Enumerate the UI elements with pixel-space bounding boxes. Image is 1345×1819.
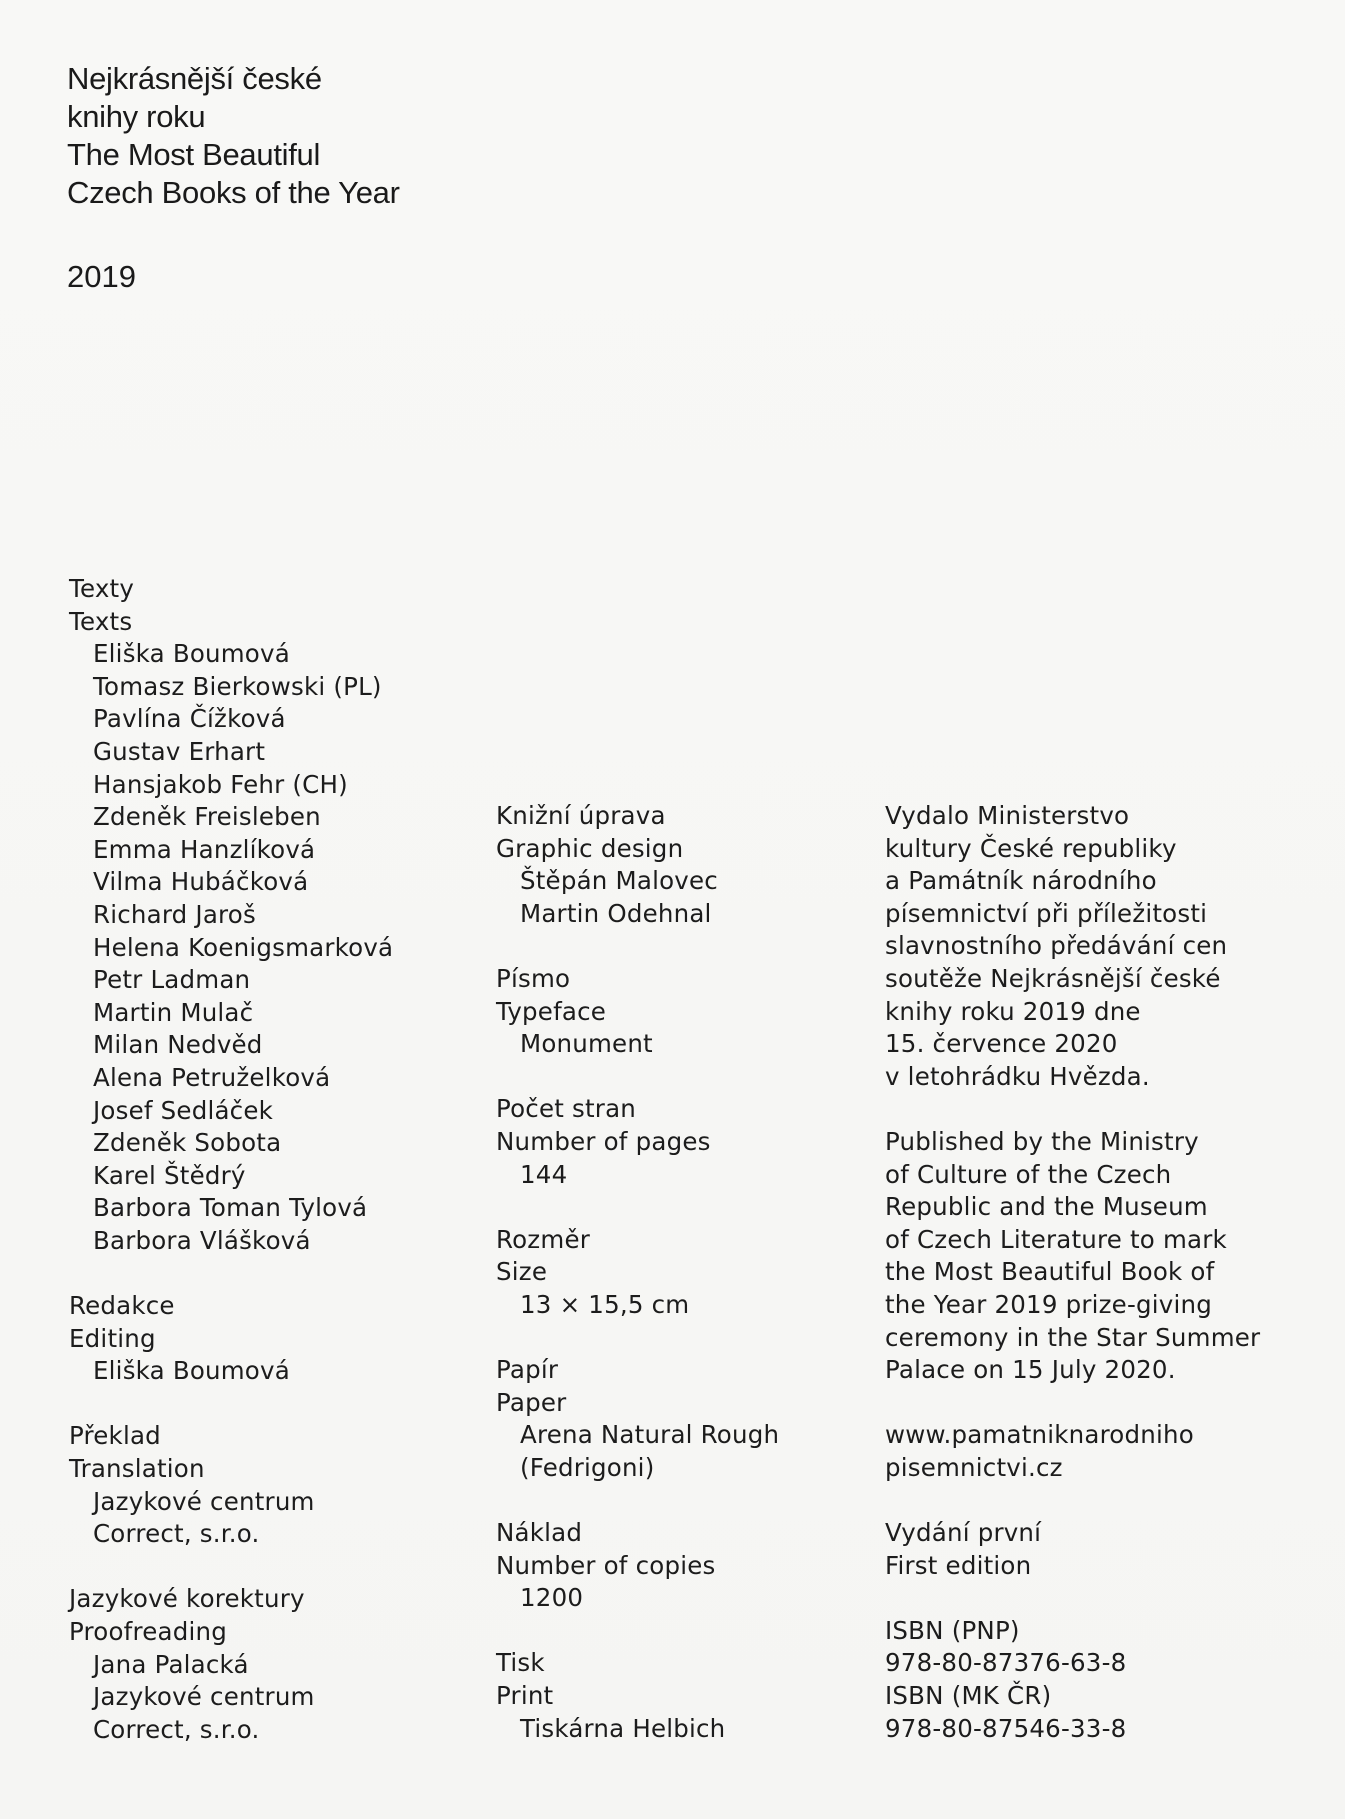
- author-name: Petr Ladman: [93, 965, 251, 995]
- texts-section: [69, 573, 393, 1257]
- author-name: Tomasz Bierkowski (PL): [93, 671, 382, 701]
- section-label-cs: Papír: [496, 1355, 559, 1385]
- author-name: Emma Hanzlíková: [93, 834, 316, 864]
- credits-right-column: [885, 800, 1260, 1778]
- publisher-line: Palace on 15 July 2020.: [885, 1355, 1176, 1385]
- title-line: Nejkrásnější české: [67, 61, 322, 96]
- design-section: [496, 800, 779, 930]
- author-name: Martin Mulač: [93, 997, 254, 1027]
- publisher-line: of Culture of the Czech: [885, 1159, 1172, 1189]
- edition: [885, 1517, 1260, 1582]
- section-label-cs: Rozměr: [496, 1224, 590, 1254]
- section-label-en: Size: [496, 1257, 548, 1287]
- section-label-cs: Tisk: [496, 1648, 545, 1678]
- proofreader-name: Jazykové centrum: [93, 1682, 315, 1712]
- section-label-cs: Texty: [69, 574, 135, 603]
- section-label-en: Print: [496, 1681, 554, 1711]
- author-name: Barbora Toman Tylová: [93, 1193, 368, 1223]
- publisher-line: Vydalo Ministerstvo: [885, 801, 1130, 830]
- publisher-line: the Year 2019 prize-giving: [885, 1289, 1212, 1319]
- publisher-line: Published by the Ministry: [885, 1126, 1199, 1156]
- section-label-cs: Překlad: [69, 1421, 161, 1451]
- paper-value: (Fedrigoni): [520, 1452, 655, 1482]
- title-line: The Most Beautiful: [67, 137, 321, 172]
- section-label-en: Typeface: [496, 996, 607, 1026]
- website-line: pisemnictvi.cz: [885, 1452, 1063, 1482]
- section-label-cs: Písmo: [496, 963, 571, 993]
- author-name: Richard Jaroš: [93, 899, 256, 929]
- printer-name: Tiskárna Helbich: [520, 1713, 726, 1743]
- paper-section: [496, 1354, 779, 1484]
- designer-name: Štěpán Malovec: [520, 866, 718, 896]
- edition-en: First edition: [885, 1550, 1032, 1580]
- author-name: Karel Štědrý: [93, 1160, 246, 1190]
- credits-middle-column: [496, 800, 779, 1778]
- author-name: Pavlína Čížková: [93, 704, 286, 734]
- translator-name: Jazykové centrum: [93, 1486, 315, 1516]
- designer-name: Martin Odehnal: [520, 898, 712, 928]
- publisher-line: knihy roku 2019 dne: [885, 996, 1141, 1026]
- publisher-line: the Most Beautiful Book of: [885, 1257, 1215, 1287]
- proofreader-name: Jana Palacká: [93, 1649, 249, 1679]
- isbn-number: 978-80-87546-33-8: [885, 1713, 1127, 1743]
- translation-section: [69, 1420, 393, 1550]
- size-value: 13 × 15,5 cm: [520, 1289, 690, 1319]
- publisher-line: slavnostního předávání cen: [885, 931, 1228, 961]
- proofreading-section: [69, 1583, 393, 1746]
- print-section: [496, 1647, 779, 1745]
- size-section: [496, 1224, 779, 1322]
- section-label-cs: Počet stran: [496, 1094, 637, 1124]
- section-label-cs: Náklad: [496, 1518, 583, 1548]
- author-name: Eliška Boumová: [93, 639, 290, 669]
- publisher-note-cs: [885, 800, 1260, 1093]
- section-label-cs: Jazykové korektury: [69, 1584, 305, 1614]
- author-name: Vilma Hubáčková: [93, 867, 309, 897]
- publisher-line: písemnictví při příležitosti: [885, 898, 1208, 928]
- publisher-line: soutěže Nejkrásnější české: [885, 963, 1221, 993]
- section-label-en: Proofreading: [69, 1617, 227, 1646]
- pages-value: 144: [520, 1159, 568, 1189]
- author-name: Helena Koenigsmarková: [93, 932, 394, 962]
- isbn-label: ISBN (MK ČR): [885, 1681, 1052, 1711]
- section-label-en: Number of copies: [496, 1550, 716, 1580]
- publisher-line: kultury České republiky: [885, 833, 1177, 863]
- section-label-en: Texts: [69, 606, 133, 636]
- website-line: www.pamatniknarodniho: [885, 1420, 1194, 1450]
- section-label-en: Editing: [69, 1323, 156, 1353]
- section-label-en: Translation: [69, 1454, 205, 1484]
- title-line: knihy roku: [67, 99, 206, 134]
- section-label-en: Paper: [496, 1387, 567, 1417]
- publisher-line: v letohrádku Hvězda.: [885, 1061, 1150, 1091]
- author-name: Zdeněk Freisleben: [93, 802, 321, 832]
- publisher-line: 15. července 2020: [885, 1029, 1118, 1059]
- website: [885, 1419, 1260, 1484]
- section-label-cs: Redakce: [69, 1291, 175, 1321]
- book-title: [67, 60, 400, 212]
- title-line: Czech Books of the Year: [67, 175, 400, 210]
- translator-name: Correct, s.r.o.: [93, 1519, 260, 1549]
- author-name: Hansjakob Fehr (CH): [93, 769, 348, 799]
- publisher-line: ceremony in the Star Summer: [885, 1322, 1261, 1352]
- author-name: Gustav Erhart: [93, 736, 266, 766]
- author-name: Milan Nedvěd: [93, 1030, 263, 1060]
- isbn-block: [885, 1615, 1260, 1745]
- typeface-section: [496, 963, 779, 1061]
- isbn-number: 978-80-87376-63-8: [885, 1648, 1127, 1678]
- pages-section: [496, 1093, 779, 1191]
- isbn-label: ISBN (PNP): [885, 1615, 1020, 1645]
- section-label-en: Graphic design: [496, 833, 684, 863]
- editor-name: Eliška Boumová: [93, 1356, 290, 1386]
- edition-cs: Vydání první: [885, 1518, 1042, 1548]
- publisher-note-en: [885, 1126, 1260, 1387]
- paper-value: Arena Natural Rough: [520, 1420, 780, 1450]
- author-name: Zdeněk Sobota: [93, 1128, 282, 1158]
- author-name: Josef Sedláček: [93, 1095, 273, 1125]
- typeface-value: Monument: [520, 1029, 653, 1059]
- section-label-cs: Knižní úprava: [496, 801, 666, 830]
- section-label-en: Number of pages: [496, 1126, 711, 1156]
- author-name: Barbora Vlášková: [93, 1225, 311, 1255]
- proofreader-name: Correct, s.r.o.: [93, 1714, 260, 1744]
- publisher-line: a Památník národního: [885, 866, 1157, 896]
- publisher-line: Republic and the Museum: [885, 1192, 1208, 1222]
- editing-section: [69, 1290, 393, 1388]
- author-name: Alena Petruželková: [93, 1062, 331, 1092]
- copies-section: [496, 1517, 779, 1615]
- title-year: 2019: [67, 259, 136, 294]
- publisher-line: of Czech Literature to mark: [885, 1224, 1227, 1254]
- credits-left-column: [69, 573, 393, 1779]
- copies-value: 1200: [520, 1583, 584, 1613]
